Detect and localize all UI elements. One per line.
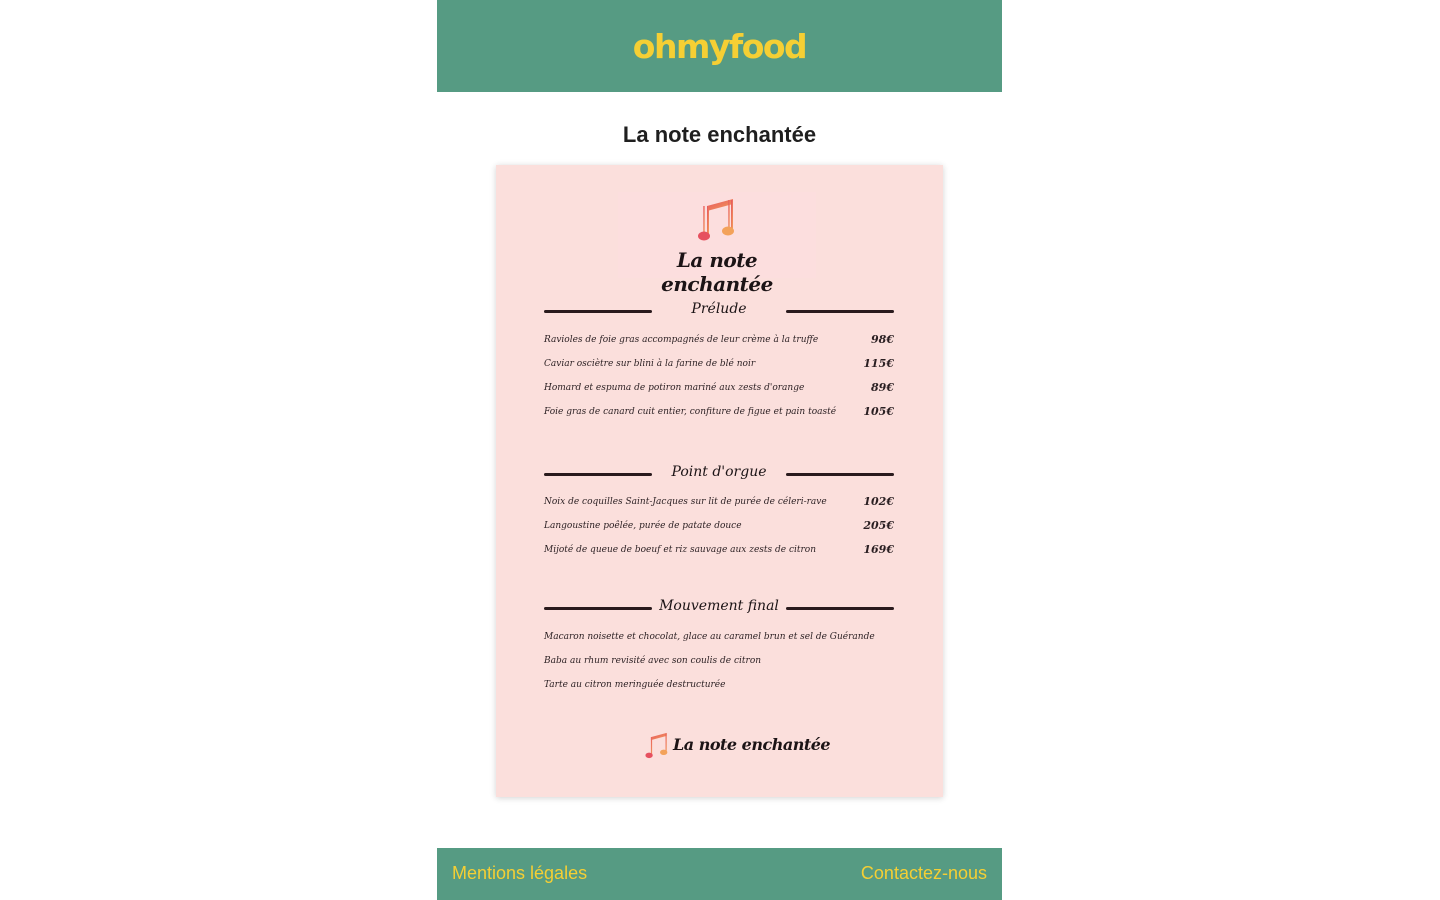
menu-item (544, 677, 894, 693)
dish-price: 115€ (863, 357, 894, 370)
menu-item (544, 629, 894, 645)
dish-name: Macaron noisette et chocolat, glace au caramel brun et sel de Guérande (544, 632, 875, 642)
dish-name: Foie gras de canard cuit entier, confiture de figue et pain toasté (544, 407, 837, 417)
dish-price: 98€ (871, 333, 894, 346)
divider (786, 607, 894, 610)
site-header (437, 0, 1002, 92)
section-title: Mouvement final (659, 598, 779, 614)
restaurant-logo-text: La note enchantée (661, 248, 773, 296)
restaurant-logo-text: La note enchantée (673, 735, 831, 754)
dish-name: Tarte au citron meringuée destructurée (544, 680, 726, 690)
menu-section-heading (544, 464, 894, 484)
site-footer (437, 848, 1002, 900)
dish-name: Ravioles de foie gras accompagnés de leur crème à la truffe (544, 335, 819, 345)
menu-item (544, 653, 894, 669)
menu-item (544, 332, 894, 348)
menu-item (544, 494, 894, 510)
ohmyfood-logo[interactable]: ohmyfood (632, 26, 807, 66)
page-title: La note enchantée (622, 122, 817, 147)
dish-price: 205€ (863, 519, 894, 532)
menu-card (496, 165, 943, 797)
dish-name: Noix de coquilles Saint-Jacques sur lit de purée de céleri-rave (544, 497, 827, 507)
divider (786, 310, 894, 313)
section-title: Point d'orgue (671, 464, 767, 480)
menu-item (544, 518, 894, 534)
menu-item (544, 380, 894, 396)
dish-price: 102€ (863, 495, 894, 508)
restaurant-logo (618, 192, 816, 296)
restaurant-logo-small (644, 731, 831, 761)
dish-price: 89€ (871, 381, 894, 394)
menu-section-heading (544, 301, 894, 321)
legal-notice-link[interactable]: Mentions légales (452, 863, 588, 883)
menu-item (544, 356, 894, 372)
menu-item (544, 404, 894, 420)
dish-name: Baba au rhum revisité avec son coulis de citron (544, 656, 762, 666)
page-frame (437, 0, 1002, 900)
divider (786, 473, 894, 476)
dish-price: 105€ (863, 405, 894, 418)
music-note-icon (644, 731, 670, 759)
contact-link[interactable]: Contactez-nous (860, 863, 987, 883)
dish-name: Mijoté de queue de boeuf et riz sauvage aux zests de citron (544, 545, 817, 555)
dish-name: Homard et espuma de potiron mariné aux zests d'orange (544, 383, 805, 393)
music-note-icon (697, 196, 737, 242)
dish-name: Caviar osciètre sur blini à la farine de blé noir (544, 359, 756, 369)
dish-name: Langoustine poêlée, purée de patate douce (544, 521, 742, 531)
menu-item (544, 542, 894, 558)
section-title: Prélude (691, 301, 747, 317)
dish-price: 169€ (863, 543, 894, 556)
menu-section-heading (544, 598, 894, 618)
